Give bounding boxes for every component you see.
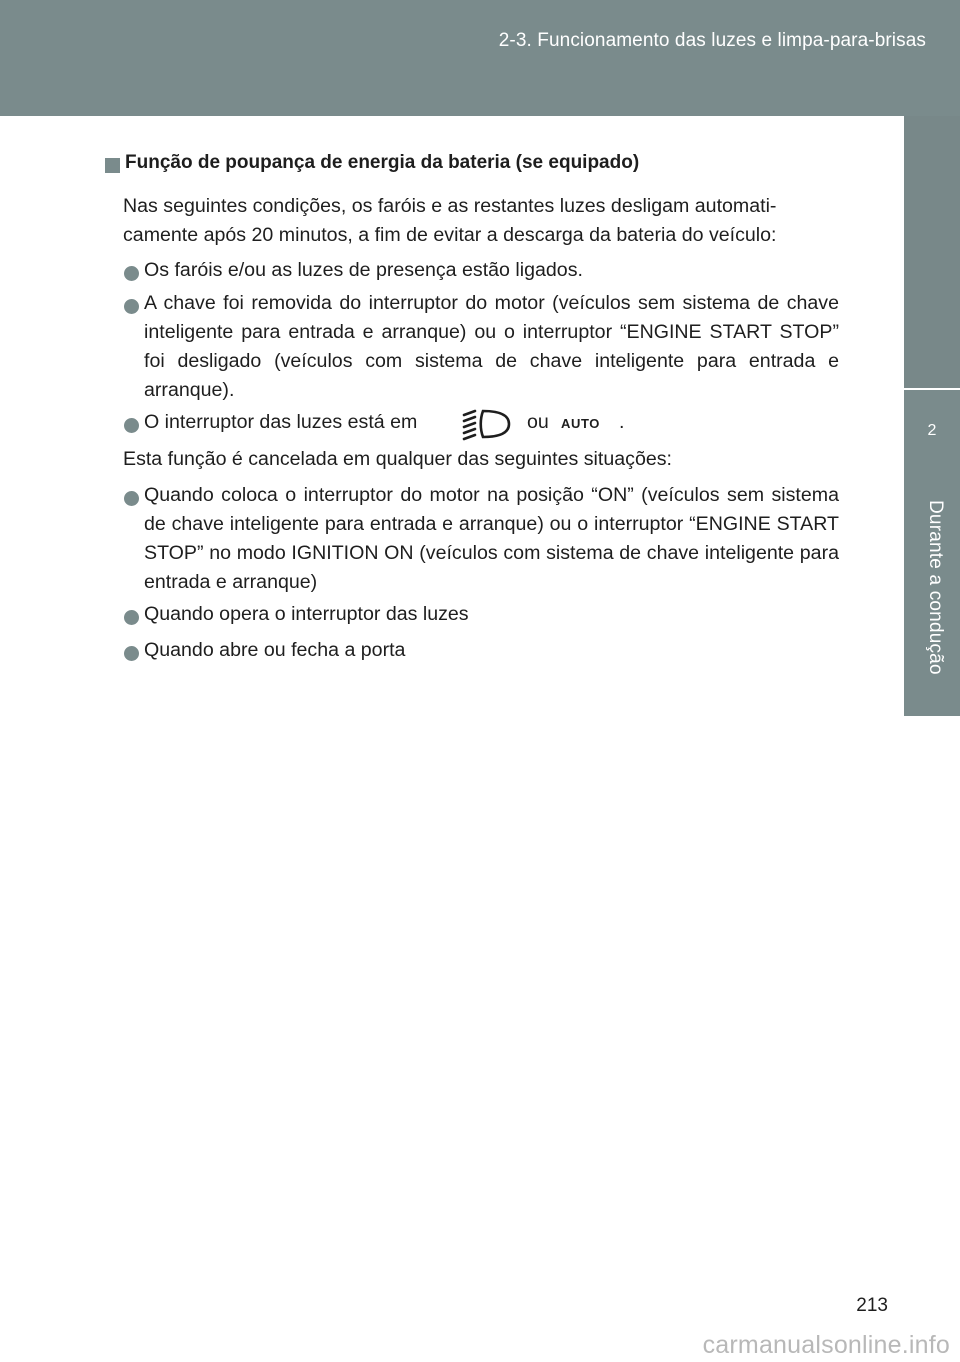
bullet-icon [124, 266, 139, 281]
chapter-label: Durante a condução [925, 500, 946, 675]
cancel-intro: Esta função é cancelada em qualquer das seguintes situações: [123, 448, 672, 470]
header-title: 2-3. Funcionamento das luzes e limpa-para-brisas [498, 30, 926, 51]
period-text: . [619, 411, 625, 433]
condition-item [144, 408, 417, 437]
headlight-icon [459, 407, 511, 441]
bullet-icon [124, 610, 139, 625]
chapter-number: 2 [927, 422, 937, 439]
condition-item: Os faróis e/ou as luzes de presença estão ligados. [144, 259, 583, 281]
intro-line-1: Nas seguintes condições, os faróis e as restantes luzes desligam automati- [123, 195, 777, 217]
page-header [0, 0, 960, 116]
auto-symbol: AUTO [561, 416, 600, 431]
intro-paragraph [123, 192, 855, 250]
heading-square-icon [105, 158, 120, 173]
condition-item: A chave foi removida do interruptor do motor (veículos sem sistema de chave inteligente para entrada e arranque) ou o interruptor “ENGINE START STOP” foi desligado (veículos com sistema de chave inteligente para entrada e arranque). [144, 292, 839, 401]
section-heading: Função de poupança de energia da bateria (se equipado) [125, 152, 640, 173]
watermark: carmanualsonline.info [702, 1331, 950, 1359]
cancel-item: Quando coloca o interruptor do motor na posição “ON” (veículos sem sistema de chave inteligente para entrada e arranque) ou o interruptor “ENGINE START STOP” no modo IGNITION ON (veículos com sistema de chave inteligente para entrada e arranque) [144, 484, 839, 593]
cancel-item: Quando abre ou fecha a porta [144, 639, 406, 661]
cancel-item: Quando opera o interruptor das luzes [144, 603, 469, 625]
or-text: ou [527, 411, 549, 433]
condition-text: O interruptor das luzes está em [144, 411, 418, 433]
side-tab-divider [904, 388, 960, 390]
bullet-icon [124, 299, 139, 314]
intro-line-2: camente após 20 minutos, a fim de evitar a descarga da bateria do veículo: [123, 224, 777, 246]
page-number: 213 [856, 1295, 888, 1316]
bullet-icon [124, 646, 139, 661]
bullet-icon [124, 491, 139, 506]
side-tab-top [904, 116, 960, 388]
bullet-icon [124, 418, 139, 433]
